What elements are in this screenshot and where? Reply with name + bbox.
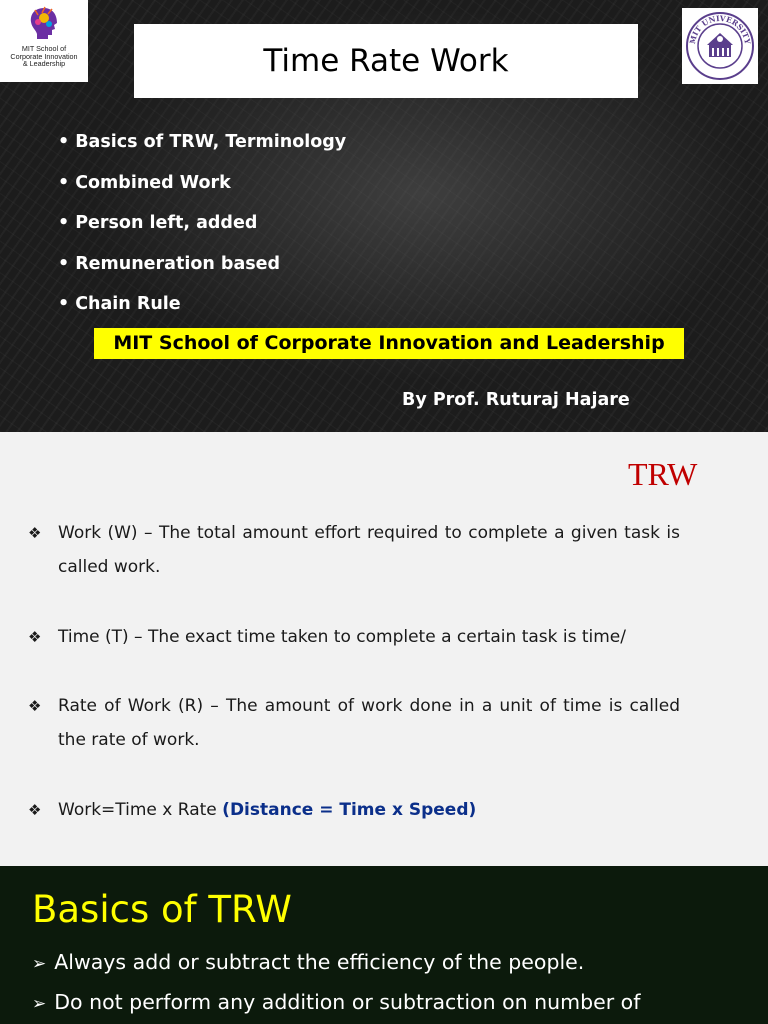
- seal-text: MIT UNIVERSITY: [687, 13, 752, 45]
- bullet-icon: •: [58, 294, 70, 314]
- logo-text-line: Corporate Innovation: [10, 51, 78, 61]
- definition-item: [28, 620, 680, 654]
- logo-text-line: & Leadership: [22, 59, 66, 69]
- definition-item: [28, 689, 680, 757]
- diamond-bullet-icon: ❖: [28, 801, 42, 819]
- arrow-bullet-icon: ➢: [32, 954, 47, 974]
- topic-item: [58, 250, 346, 291]
- topic-item: [58, 290, 346, 331]
- formula-text: Work=Time x Rate: [58, 800, 217, 820]
- paren-close: ): [468, 800, 477, 820]
- formula-accent: Distance = Time x Speed: [229, 800, 469, 820]
- lightbulb-head-icon: [24, 4, 64, 44]
- topic-item: [58, 169, 346, 210]
- bullet-icon: •: [58, 253, 70, 274]
- topic-label: Combined Work: [75, 172, 231, 193]
- slide-heading: Basics of TRW: [32, 888, 292, 931]
- rule-item: [32, 950, 584, 974]
- rule-text: Always add or subtract the efficiency of the people.: [54, 950, 585, 974]
- topic-label: Chain Rule: [75, 294, 181, 314]
- mit-university-seal: [682, 8, 758, 84]
- author-credit: By Prof. Ruturaj Hajare: [402, 390, 630, 410]
- topic-label: Basics of TRW, Terminology: [75, 132, 347, 152]
- definition-text: Work (W) – The total amount effort required to complete a given task is called work.: [58, 523, 680, 577]
- logo-text-line: MIT School of: [21, 44, 67, 53]
- topic-item: [58, 128, 346, 169]
- rule-text: Do not perform any addition or subtraction on number of: [54, 990, 641, 1014]
- slide-title: Time Rate Work: [134, 24, 638, 98]
- school-banner: MIT School of Corporate Innovation and Leadership: [94, 328, 684, 359]
- bullet-icon: •: [58, 213, 70, 233]
- diamond-bullet-icon: ❖: [28, 524, 42, 542]
- slide-heading: TRW: [628, 456, 698, 492]
- topic-label: Person left, added: [75, 213, 258, 233]
- arrow-bullet-icon: ➢: [32, 994, 47, 1014]
- topic-item: [58, 209, 346, 250]
- diamond-bullet-icon: ❖: [28, 628, 42, 646]
- title-slide: [0, 0, 768, 432]
- formula-line: [58, 793, 680, 827]
- bullet-icon: •: [58, 172, 70, 193]
- topic-label: Remuneration based: [75, 253, 281, 274]
- mit-school-logo: [0, 0, 88, 82]
- university-seal-icon: [685, 11, 755, 81]
- basics-slide: [0, 866, 768, 1024]
- definition-text: Time (T) – The exact time taken to complete a certain task is time/: [58, 627, 626, 647]
- diamond-bullet-icon: ❖: [28, 697, 42, 715]
- definition-item: [28, 793, 680, 827]
- paren-open: (: [222, 800, 230, 820]
- definition-text: Rate of Work (R) – The amount of work done in a unit of time is called the rate of work.: [58, 696, 680, 750]
- bullet-icon: •: [58, 132, 70, 152]
- terminology-slide: [0, 432, 768, 866]
- rule-item: [32, 990, 640, 1014]
- definition-item: [28, 516, 680, 584]
- topic-list: [58, 128, 346, 331]
